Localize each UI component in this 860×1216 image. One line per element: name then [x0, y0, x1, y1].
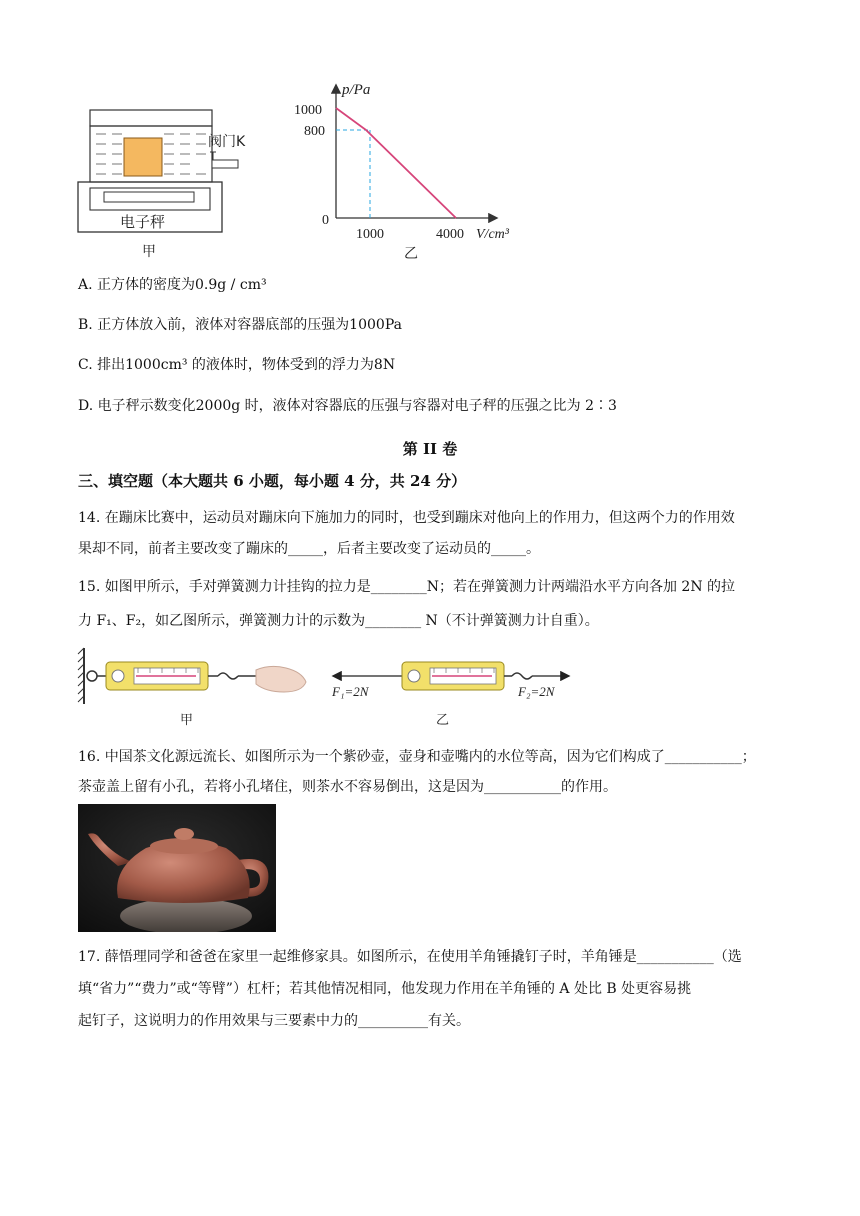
hand-illustration	[256, 666, 306, 692]
q17-line3: 起钉子，这说明力的作用效果与三要素中力的__________有关。	[78, 1013, 470, 1029]
f2-label: F₂=2N	[518, 684, 555, 699]
pressure-line	[336, 108, 456, 218]
q16-line1: 16. 中国茶文化源远流长、如图所示为一个紫砂壶，壶身和壶嘴内的水位等高，因为它们构成了___________；	[78, 749, 756, 765]
svg-text:甲: 甲	[180, 713, 194, 728]
figure-pressure-volume-graph	[290, 78, 530, 262]
option-a: A. 正方体的密度为0.9g / cm³	[78, 277, 267, 293]
q17-line2: 填“省力”“费力”或“等臂”）杠杆；若其他情况相同，他发现力作用在羊角锤的 A 处比 B 处更容易挑	[78, 981, 692, 997]
part-heading: 三、填空题（本大题共 6 小题，每小题 4 分，共 24 分）	[78, 472, 467, 490]
f1-label: F₁=2N	[332, 684, 369, 699]
y-axis-label: p/Pa	[342, 82, 371, 98]
x-axis-label: V/cm³	[476, 227, 509, 242]
y-tick-1000: 1000	[294, 103, 322, 118]
figure-container-scale	[76, 100, 266, 260]
svg-text:甲: 甲	[142, 244, 156, 260]
q15-line2: 力 F₁、F₂，如乙图所示，弹簧测力计的示数为________ N（不计弹簧测力计自重）。	[78, 613, 599, 629]
figure-spring-scales	[76, 646, 576, 732]
option-d: D. 电子秤示数变化2000g 时，液体对容器底的压强与容器对电子秤的压强之比为 2∶3	[78, 398, 617, 414]
y-tick-800: 800	[304, 124, 325, 139]
x-tick-4000: 4000	[436, 227, 464, 242]
x-tick-0: 0	[322, 213, 329, 228]
q16-line2: 茶壶盖上留有小孔，若将小孔堵住，则茶水不容易倒出，这是因为___________的作用。	[78, 779, 617, 795]
graph-caption: 乙	[404, 246, 418, 262]
x-tick-1000: 1000	[356, 227, 384, 242]
q17-line1: 17. 薛悟理同学和爸爸在家里一起维修家具。如图所示，在使用羊角锤撬钉子时，羊角锤是___________（选	[78, 949, 742, 965]
svg-text:乙: 乙	[436, 713, 450, 728]
option-b: B. 正方体放入前，液体对容器底部的压强为1000Pa	[78, 317, 402, 333]
q15-line1: 15. 如图甲所示，手对弹簧测力计挂钩的拉力是________N；若在弹簧测力计两端沿水平方向各加 2N 的拉	[78, 579, 736, 595]
q14-line2: 果却不同，前者主要改变了蹦床的_____，后者主要改变了运动员的_____。	[78, 541, 540, 557]
option-c: C. 排出1000cm³ 的液体时，物体受到的浮力为8N	[78, 357, 396, 373]
svg-text:电子秤: 电子秤	[120, 213, 166, 231]
teapot-photo	[78, 804, 276, 932]
svg-text:阀门K: 阀门K	[208, 134, 246, 150]
cube-block	[124, 138, 162, 176]
section-title: 第 II 卷	[402, 440, 458, 458]
q14-line1: 14. 在蹦床比赛中，运动员对蹦床向下施加力的同时，也受到蹦床对他向上的作用力，但这两个力的作用效	[78, 510, 735, 526]
